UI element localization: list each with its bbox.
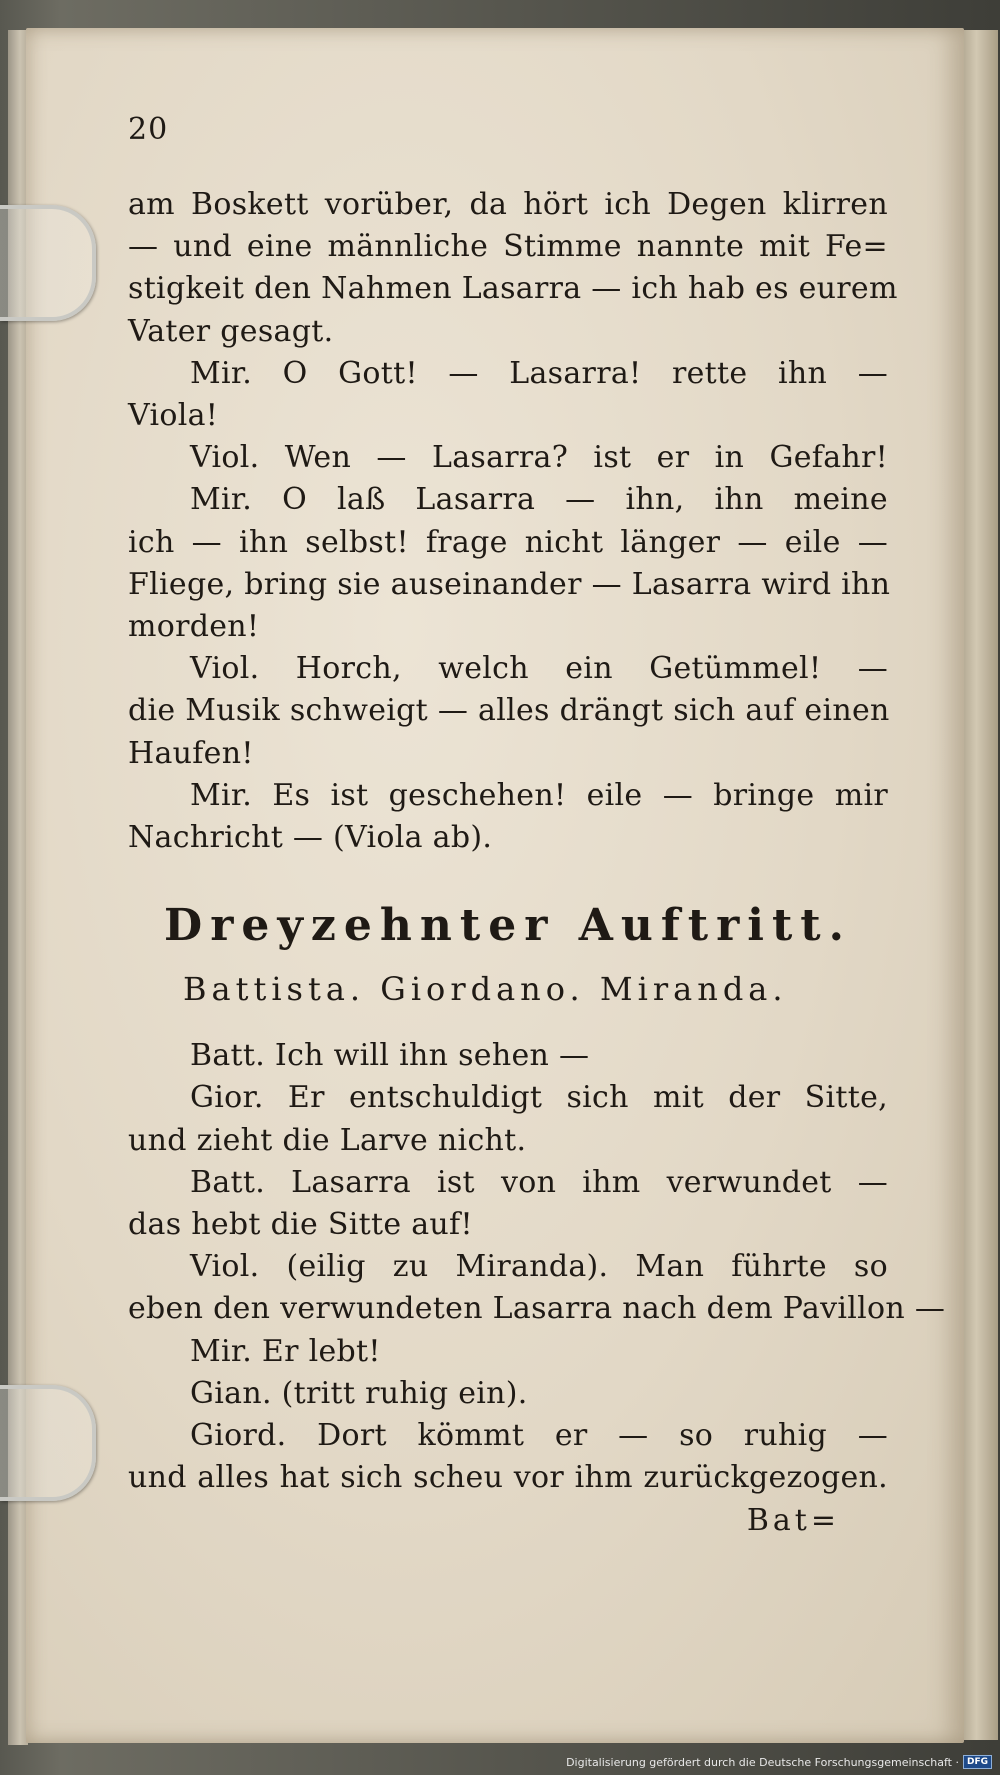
text-line: — und eine männliche Stimme nannte mit Fe= bbox=[128, 229, 888, 265]
right-page-edge bbox=[960, 30, 998, 1740]
text-line: eben den verwundeten Lasarra nach dem Pavillon — bbox=[128, 1291, 946, 1327]
scene-heading: Dreyzehnter Auftritt. bbox=[164, 900, 852, 952]
page-text bbox=[128, 110, 946, 1543]
text-line: Fliege, bring sie auseinander — Lasarra wird ihn bbox=[128, 566, 891, 602]
text-line: stigkeit den Nahmen Lasarra — ich hab es eurem bbox=[128, 271, 898, 307]
text-line: am Boskett vorüber, da hört ich Degen klirren bbox=[128, 187, 888, 222]
cast-list: Battista. Giordano. Miranda. bbox=[183, 970, 788, 1009]
text-line: das hebt die Sitte auf! bbox=[128, 1207, 473, 1243]
text-line: und alles hat sich scheu vor ihm zurückgezogen. bbox=[128, 1460, 888, 1496]
text-line: Mir. O laß Lasarra — ihn, ihn meine bbox=[190, 482, 888, 518]
catchword: Bat= bbox=[746, 1503, 840, 1539]
text-line: Giord. Dort kömmt er — so ruhig — bbox=[190, 1418, 888, 1454]
digitization-footer bbox=[566, 1755, 992, 1769]
top-paper-clip-icon bbox=[0, 205, 96, 321]
bottom-paper-clip-icon bbox=[0, 1385, 96, 1501]
text-line: Mir. O Gott! — Lasarra! rette ihn — bbox=[190, 355, 888, 391]
text-line: Viol. Horch, welch ein Getümmel! — bbox=[190, 651, 888, 687]
dfg-logo: DFG bbox=[963, 1755, 992, 1769]
text-line: Vater gesagt. bbox=[128, 313, 334, 349]
footer-text: Digitalisierung gefördert durch die Deutsche Forschungsgemeinschaft · bbox=[566, 1755, 959, 1769]
text-line: Viol. (eilig zu Miranda). Man führte so bbox=[190, 1249, 888, 1285]
text-line: Gian. (tritt ruhig ein). bbox=[190, 1375, 528, 1411]
text-line: und zieht die Larve nicht. bbox=[128, 1122, 527, 1158]
text-line: Batt. Ich will ihn sehen — bbox=[190, 1038, 590, 1074]
text-line: Viola! bbox=[128, 398, 219, 434]
text-line: Viol. Wen — Lasarra? ist er in Gefahr! bbox=[190, 440, 888, 476]
text-line: ich — ihn selbst! frage nicht länger — eile — bbox=[128, 524, 888, 560]
text-line: die Musik schweigt — alles drängt sich auf einen bbox=[128, 693, 890, 729]
text-line: Batt. Lasarra ist von ihm verwundet — bbox=[190, 1164, 888, 1200]
text-line: Nachricht — (Viola ab). bbox=[128, 820, 493, 856]
text-line: morden! bbox=[128, 609, 260, 645]
text-line: Mir. Es ist geschehen! eile — bringe mir bbox=[190, 777, 888, 813]
page-number: 20 bbox=[128, 112, 169, 147]
text-line: Mir. Er lebt! bbox=[190, 1333, 381, 1369]
text-line: Gior. Er entschuldigt sich mit der Sitte, bbox=[190, 1080, 888, 1116]
text-line: Haufen! bbox=[128, 735, 254, 771]
